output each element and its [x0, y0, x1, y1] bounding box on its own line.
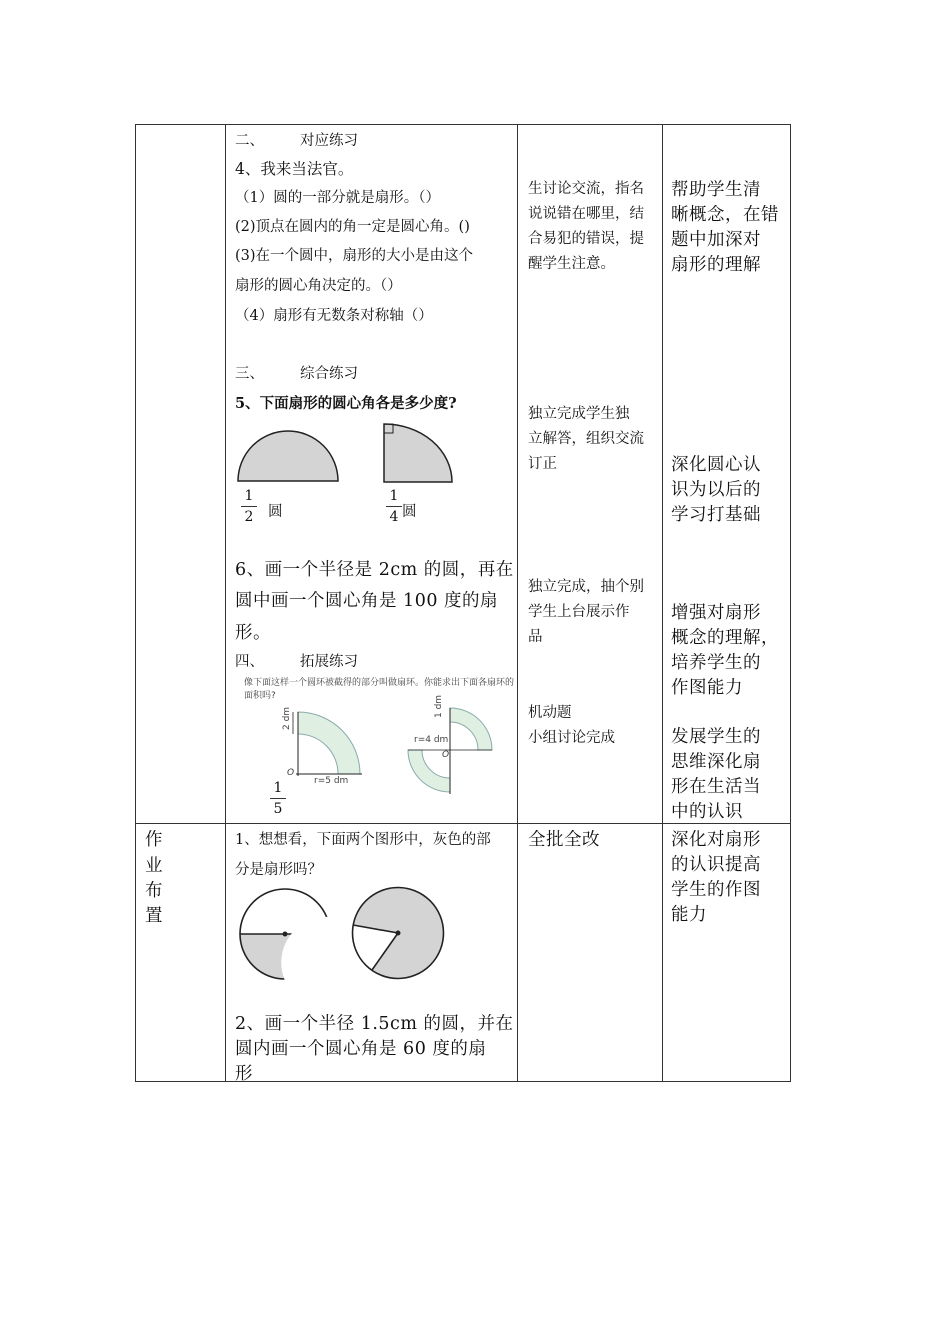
fig2-fraction [386, 488, 402, 525]
ring2-width-label: 1 dm [434, 694, 444, 718]
method-line: 小组讨论完成 [528, 730, 615, 746]
q4-item: (3)在一个圆中，扇形的大小是由这个 [235, 248, 474, 264]
hw-q2-line: 形 [235, 1064, 253, 1084]
purpose-line: 概念的理解， [671, 628, 779, 648]
hw-method: 全批全改 [528, 830, 600, 850]
section4-fraction [270, 780, 286, 817]
purpose-line: 学习打基础 [671, 505, 761, 525]
purpose-line: 增强对扇形 [671, 603, 761, 623]
q6-line: 圆中画一个圆心角是 100 度的扇 [235, 591, 499, 611]
purpose-line: 中的认识 [671, 802, 743, 822]
purpose-line: 思维深化扇 [671, 752, 761, 772]
q6-line: 形。 [235, 623, 271, 643]
q4-item: (2)顶点在圆内的角一定是圆心角。() [235, 219, 470, 235]
purpose-line: 培养学生的 [671, 653, 761, 673]
purpose-line: 晰概念，在错 [671, 205, 779, 225]
section4-numerator: 1 [273, 780, 283, 796]
fig1-fraction [241, 488, 257, 525]
method-line: 独立完成，抽个别 [528, 579, 644, 595]
purpose-line: 帮助学生清 [671, 180, 761, 200]
homework-label-char: 置 [145, 906, 163, 926]
ring2-origin-label: O [442, 750, 450, 760]
ring-caption: 面积吗? [244, 691, 276, 701]
ring1-radius-label: r=5 dm [314, 776, 349, 786]
column-divider [662, 125, 663, 1081]
annulus-sector-figure-2 [404, 704, 496, 796]
hw-purpose-line: 能力 [671, 905, 707, 925]
fig1-numerator: 1 [244, 488, 254, 504]
section4-denominator: 5 [273, 801, 283, 817]
method-line: 机动题 [528, 705, 572, 721]
hw-purpose-line: 深化对扇形 [671, 830, 761, 850]
ring1-origin-label: O [287, 768, 295, 778]
fig2-label: 圆 [402, 504, 417, 520]
fig2-numerator: 1 [389, 488, 399, 504]
method-line: 合易犯的错误，提 [528, 231, 644, 247]
column-divider [225, 125, 226, 1081]
fig1-label: 圆 [268, 504, 283, 520]
method-line: 独立完成学生独 [528, 406, 630, 422]
method-line: 学生上台展示作 [528, 604, 630, 620]
q6-line: 6、画一个半径是 2cm 的圆，再在 [235, 560, 514, 580]
homework-label-char: 布 [145, 881, 163, 901]
purpose-line: 扇形的理解 [671, 255, 761, 275]
row-divider [136, 823, 790, 824]
section4-heading-num: 四、 [235, 654, 264, 670]
section2-heading: 对应练习 [300, 133, 358, 149]
purpose-line: 深化圆心认 [671, 455, 761, 475]
ring1-width-label: 2 dm [282, 706, 292, 730]
sector-shaded-circle-figure [351, 886, 447, 982]
hw-q1-line: 1、想想看，下面两个图形中，灰色的部 [235, 832, 491, 848]
method-line: 醒学生注意。 [528, 256, 615, 272]
quarter-circle-figure [382, 422, 456, 484]
method-line: 品 [528, 629, 543, 645]
hw-q2-line: 圆内画一个圆心角是 60 度的扇 [235, 1039, 487, 1059]
hw-purpose-line: 的认识提高 [671, 855, 761, 875]
half-circle-figure [236, 420, 346, 484]
annulus-sector-figure-1 [284, 708, 364, 778]
column-divider [517, 125, 518, 1081]
method-line: 立解答，组织交流 [528, 431, 644, 447]
hw-purpose-line: 学生的作图 [671, 880, 761, 900]
ring-caption: 像下面这样一个圆环被截得的部分叫做扇环。你能求出下面各扇环的 [244, 678, 515, 688]
q4-item: （4）扇形有无数条对称轴（） [235, 308, 433, 324]
fig1-denominator: 2 [244, 509, 254, 525]
homework-label-char: 作 [145, 830, 163, 850]
q5-title: 5、下面扇形的圆心角各是多少度? [235, 395, 457, 412]
fig2-denominator: 4 [389, 509, 399, 525]
purpose-line: 识为以后的 [671, 480, 761, 500]
purpose-line: 题中加深对 [671, 230, 761, 250]
q4-item: 扇形的圆心角决定的。（） [235, 278, 402, 294]
purpose-line: 形在生活当 [671, 777, 761, 797]
q4-title: 4、我来当法官。 [235, 160, 354, 178]
method-line: 说说错在哪里，结 [528, 206, 644, 222]
section4-heading: 拓展练习 [300, 654, 358, 670]
homework-label-char: 业 [145, 856, 163, 876]
section2-heading-num: 二、 [235, 133, 264, 149]
section3-heading: 综合练习 [300, 366, 358, 382]
section3-heading-num: 三、 [235, 366, 264, 382]
purpose-line: 发展学生的 [671, 727, 761, 747]
q4-item: （1）圆的一部分就是扇形。（） [235, 190, 440, 206]
ring2-radius-label: r=4 dm [414, 735, 449, 745]
method-line: 生讨论交流，指名 [528, 181, 644, 197]
purpose-line: 作图能力 [671, 678, 743, 698]
hw-q2-line: 2、画一个半径 1.5cm 的圆，并在 [235, 1014, 514, 1034]
hw-q1-line: 分是扇形吗？ [235, 862, 322, 878]
method-line: 订正 [528, 456, 557, 472]
